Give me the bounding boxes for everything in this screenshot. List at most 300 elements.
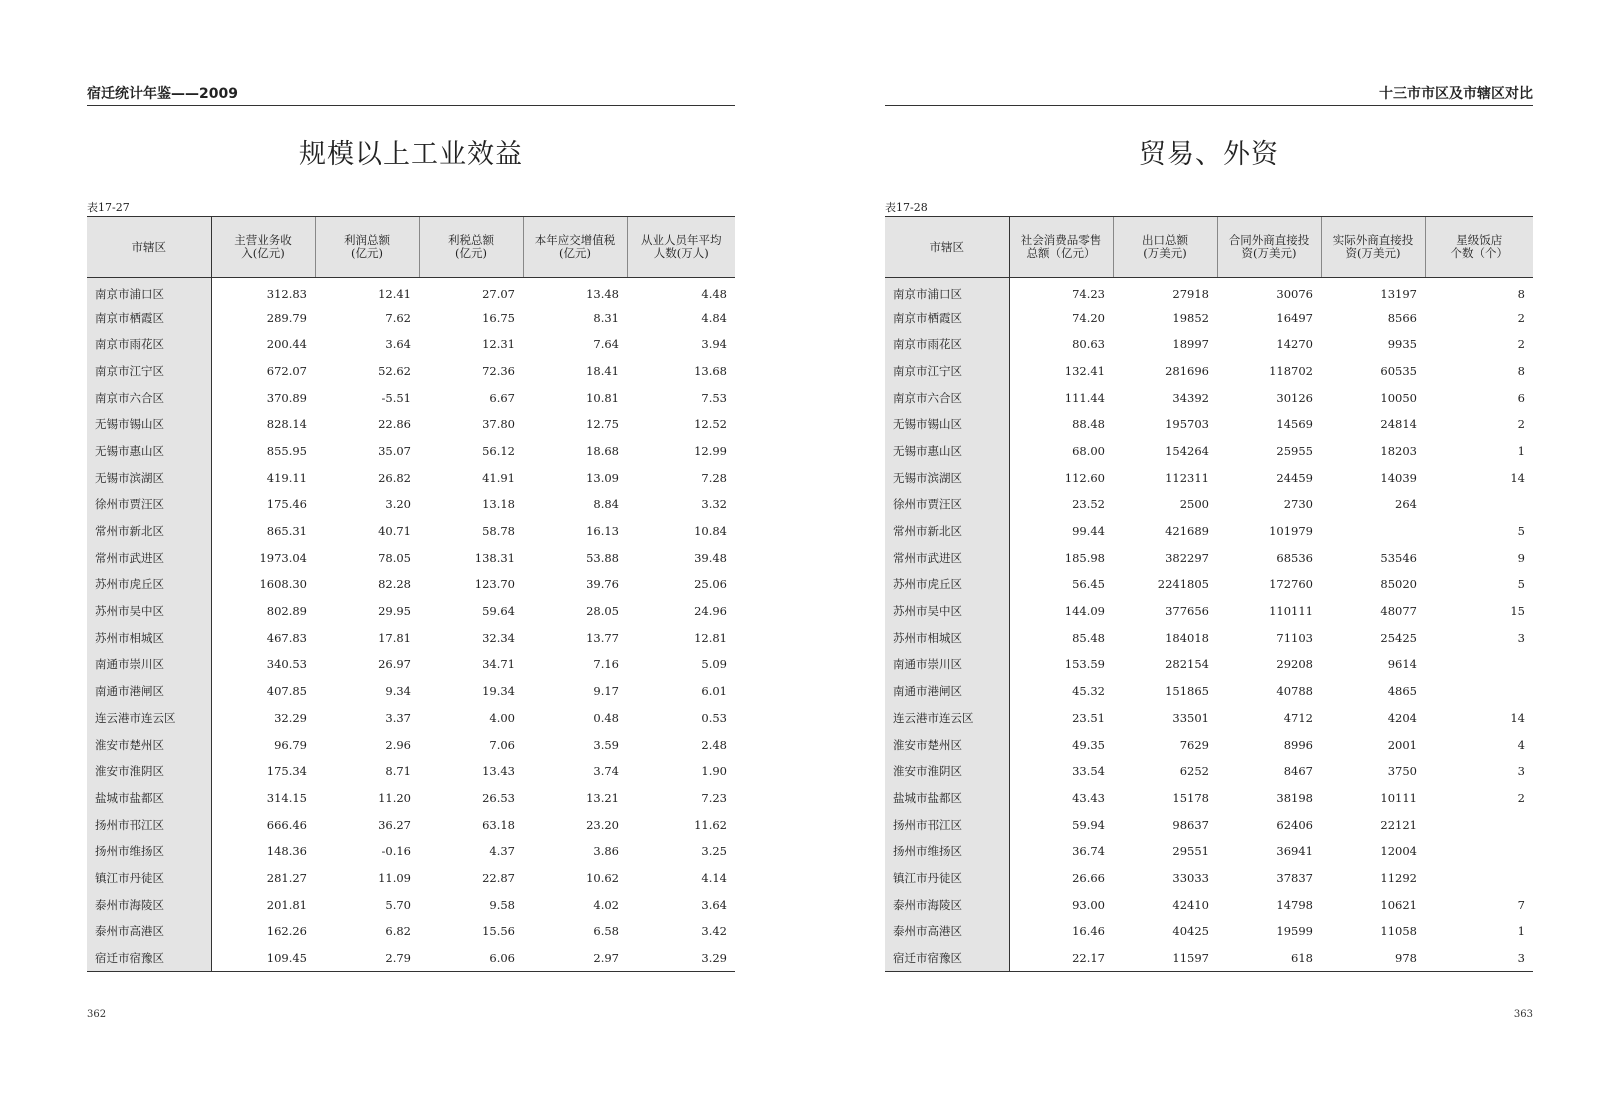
- value-cell: 12.41: [378, 287, 411, 302]
- district-name-cell: 镇江市丹徒区: [885, 865, 1009, 892]
- table-row: [885, 464, 1533, 491]
- value-cell: 37.80: [482, 417, 515, 432]
- value-cell: 13.43: [482, 764, 515, 779]
- value-cell: 3: [1517, 764, 1525, 779]
- value-cell: 666.46: [266, 817, 307, 832]
- table-row: [87, 811, 735, 838]
- value-cell: 10050: [1380, 390, 1417, 405]
- table-row: [885, 678, 1533, 705]
- table-row: [885, 918, 1533, 945]
- value-cell: 123.70: [474, 577, 515, 592]
- value-cell: 11058: [1380, 924, 1417, 939]
- value-cell: 8996: [1283, 737, 1313, 752]
- value-cell: 1: [1517, 443, 1525, 458]
- value-cell: 16497: [1276, 310, 1313, 325]
- value-cell: 12004: [1380, 844, 1417, 859]
- value-cell: 22.87: [482, 870, 515, 885]
- value-cell: 25.06: [694, 577, 727, 592]
- value-cell: 7629: [1179, 737, 1209, 752]
- value-cell: 4.84: [701, 310, 727, 325]
- value-cell: 7.28: [701, 470, 727, 485]
- district-name-cell: 常州市武进区: [885, 544, 1009, 571]
- value-cell: 4865: [1387, 684, 1417, 699]
- value-cell: 3.94: [701, 337, 727, 352]
- district-name-cell: 宿迁市宿豫区: [885, 945, 1009, 972]
- value-cell: 27.07: [482, 287, 515, 302]
- value-cell: 370.89: [266, 390, 307, 405]
- value-cell: 85.48: [1072, 630, 1105, 645]
- value-cell: 32.29: [274, 710, 307, 725]
- table-row: [87, 945, 735, 972]
- value-cell: 132.41: [1064, 363, 1105, 378]
- value-cell: 802.89: [266, 604, 307, 619]
- column-header: 从业人员年平均 人数(万人): [627, 217, 735, 278]
- district-name-cell: 连云港市连云区: [885, 705, 1009, 732]
- value-cell: 3.59: [593, 737, 619, 752]
- value-cell: 6252: [1179, 764, 1209, 779]
- value-cell: 53546: [1380, 550, 1417, 565]
- table-row: [87, 598, 735, 625]
- column-header: 利税总额 (亿元): [419, 217, 523, 278]
- table-row: [87, 438, 735, 465]
- value-cell: 23.52: [1072, 497, 1105, 512]
- value-cell: 11597: [1113, 945, 1217, 972]
- value-cell: [1425, 811, 1533, 838]
- value-cell: 828.14: [266, 417, 307, 432]
- value-cell: 13197: [1380, 287, 1417, 302]
- value-cell: 48077: [1380, 604, 1417, 619]
- value-cell: 29551: [1172, 844, 1209, 859]
- table-row: [87, 384, 735, 411]
- value-cell: 19.34: [482, 684, 515, 699]
- value-cell: 17.81: [378, 630, 411, 645]
- value-cell: 18.68: [586, 443, 619, 458]
- table-row: [87, 891, 735, 918]
- value-cell: 12.31: [482, 337, 515, 352]
- value-cell: 4.02: [593, 897, 619, 912]
- district-name-cell: 徐州市贾汪区: [87, 491, 211, 518]
- value-cell: 2.79: [315, 945, 419, 972]
- value-cell: 151865: [1165, 684, 1209, 699]
- value-cell: 419.11: [266, 470, 307, 485]
- value-cell: -0.16: [381, 844, 411, 859]
- value-cell: 153.59: [1064, 657, 1105, 672]
- table-row: [87, 651, 735, 678]
- value-cell: 19599: [1276, 924, 1313, 939]
- district-name-cell: 淮安市淮阴区: [885, 758, 1009, 785]
- district-name-cell: 盐城市盐都区: [885, 785, 1009, 812]
- value-cell: 13.68: [694, 363, 727, 378]
- value-cell: 12.75: [586, 417, 619, 432]
- table-row: [87, 678, 735, 705]
- value-cell: 2241805: [1157, 577, 1209, 592]
- running-head-right: 十三市市区及市辖区对比: [885, 84, 1533, 106]
- column-header: 星级饭店 个数（个）: [1425, 217, 1533, 278]
- value-cell: 10.84: [694, 524, 727, 539]
- value-cell: 82.28: [378, 577, 411, 592]
- table-row: [885, 731, 1533, 758]
- value-cell: 16.75: [482, 310, 515, 325]
- value-cell: 3750: [1387, 764, 1417, 779]
- district-name-cell: 苏州市相城区: [87, 624, 211, 651]
- value-cell: 96.79: [274, 737, 307, 752]
- table-row: [87, 705, 735, 732]
- value-cell: 41.91: [482, 470, 515, 485]
- value-cell: 4.48: [701, 287, 727, 302]
- value-cell: 281.27: [266, 870, 307, 885]
- page-number-right: 363: [1513, 1009, 1533, 1020]
- value-cell: 33033: [1172, 870, 1209, 885]
- value-cell: 1.90: [701, 764, 727, 779]
- value-cell: 26.53: [482, 790, 515, 805]
- table-row: [885, 571, 1533, 598]
- value-cell: 13.09: [586, 470, 619, 485]
- table-row: [885, 811, 1533, 838]
- value-cell: 93.00: [1072, 897, 1105, 912]
- value-cell: 56.12: [482, 443, 515, 458]
- value-cell: 282154: [1165, 657, 1209, 672]
- value-cell: 7: [1517, 897, 1525, 912]
- value-cell: 99.44: [1072, 524, 1105, 539]
- value-cell: 15: [1510, 604, 1525, 619]
- value-cell: 58.78: [482, 524, 515, 539]
- column-header: 本年应交增值税 (亿元): [523, 217, 627, 278]
- value-cell: 201.81: [266, 897, 307, 912]
- table-row: [885, 891, 1533, 918]
- district-name-cell: 南京市雨花区: [885, 331, 1009, 358]
- value-cell: 26.82: [378, 470, 411, 485]
- district-name-cell: 徐州市贾汪区: [885, 491, 1009, 518]
- value-cell: 88.48: [1072, 417, 1105, 432]
- value-cell: 2: [1517, 790, 1525, 805]
- value-cell: 62406: [1276, 817, 1313, 832]
- value-cell: 112.60: [1064, 470, 1105, 485]
- table-row: [87, 411, 735, 438]
- value-cell: 8.71: [385, 764, 411, 779]
- value-cell: 15.56: [482, 924, 515, 939]
- district-name-cell: 南京市浦口区: [885, 278, 1009, 305]
- value-cell: 28.05: [586, 604, 619, 619]
- table-row: [87, 785, 735, 812]
- value-cell: 16.46: [1072, 924, 1105, 939]
- table-row: [87, 464, 735, 491]
- header-row: [87, 217, 735, 278]
- value-cell: 162.26: [266, 924, 307, 939]
- value-cell: 26.97: [378, 657, 411, 672]
- value-cell: 0.53: [701, 710, 727, 725]
- value-cell: 52.62: [378, 363, 411, 378]
- value-cell: 18203: [1380, 443, 1417, 458]
- value-cell: 72.36: [482, 363, 515, 378]
- value-cell: 12.99: [694, 443, 727, 458]
- right-page: [885, 0, 1533, 1099]
- value-cell: 40788: [1276, 684, 1313, 699]
- value-cell: 175.46: [266, 497, 307, 512]
- table-row: [87, 491, 735, 518]
- value-cell: 13.48: [586, 287, 619, 302]
- value-cell: 340.53: [266, 657, 307, 672]
- value-cell: 1: [1517, 924, 1525, 939]
- value-cell: 138.31: [474, 550, 515, 565]
- value-cell: 195703: [1165, 417, 1209, 432]
- district-name-cell: 无锡市锡山区: [87, 411, 211, 438]
- running-head-left: 宿迁统计年鉴——2009: [87, 84, 735, 106]
- value-cell: 10.62: [586, 870, 619, 885]
- value-cell: 6.58: [593, 924, 619, 939]
- table-row: [885, 598, 1533, 625]
- value-cell: 2500: [1179, 497, 1209, 512]
- district-name-cell: 南京市浦口区: [87, 278, 211, 305]
- district-name-cell: 无锡市惠山区: [87, 438, 211, 465]
- value-cell: 7.06: [489, 737, 515, 752]
- table-row: [885, 304, 1533, 331]
- value-cell: 264: [1395, 497, 1417, 512]
- value-cell: 37837: [1276, 870, 1313, 885]
- district-name-cell: 扬州市邗江区: [885, 811, 1009, 838]
- value-cell: 144.09: [1064, 604, 1105, 619]
- industry-benefits-table: [87, 216, 735, 972]
- table-row: [885, 518, 1533, 545]
- table-row: [885, 278, 1533, 305]
- value-cell: 71103: [1276, 630, 1313, 645]
- value-cell: 1608.30: [259, 577, 307, 592]
- value-cell: 27918: [1172, 287, 1209, 302]
- district-name-cell: 苏州市虎丘区: [87, 571, 211, 598]
- value-cell: 855.95: [266, 443, 307, 458]
- value-cell: 185.98: [1064, 550, 1105, 565]
- value-cell: 40425: [1172, 924, 1209, 939]
- section-title-trade: 贸易、外资: [1139, 139, 1279, 170]
- value-cell: 11292: [1380, 870, 1417, 885]
- table-header: [885, 217, 1533, 278]
- value-cell: 3.29: [627, 945, 735, 972]
- value-cell: 30126: [1276, 390, 1313, 405]
- value-cell: 865.31: [266, 524, 307, 539]
- value-cell: 14270: [1276, 337, 1313, 352]
- value-cell: 314.15: [266, 790, 307, 805]
- table-number-17-27: 表17-27: [87, 201, 130, 214]
- district-name-cell: 泰州市海陵区: [885, 891, 1009, 918]
- value-cell: 34.71: [482, 657, 515, 672]
- value-cell: 23.20: [586, 817, 619, 832]
- value-cell: 85020: [1380, 577, 1417, 592]
- district-name-cell: 南京市江宁区: [885, 358, 1009, 385]
- value-cell: 184018: [1165, 630, 1209, 645]
- value-cell: 29208: [1276, 657, 1313, 672]
- value-cell: 8.84: [593, 497, 619, 512]
- value-cell: 109.45: [211, 945, 315, 972]
- district-name-cell: 南京市雨花区: [87, 331, 211, 358]
- district-name-cell: 镇江市丹徒区: [87, 865, 211, 892]
- section-title-industry: 规模以上工业效益: [299, 139, 523, 170]
- district-name-cell: 连云港市连云区: [87, 705, 211, 732]
- value-cell: 6.82: [385, 924, 411, 939]
- value-cell: 34392: [1172, 390, 1209, 405]
- value-cell: 111.44: [1064, 390, 1105, 405]
- district-name-cell: 淮安市淮阴区: [87, 758, 211, 785]
- value-cell: 2.97: [523, 945, 627, 972]
- value-cell: 1973.04: [259, 550, 307, 565]
- district-name-cell: 南京市六合区: [87, 384, 211, 411]
- value-cell: 101979: [1269, 524, 1313, 539]
- value-cell: 4712: [1283, 710, 1313, 725]
- value-cell: 59.64: [482, 604, 515, 619]
- column-header: 出口总额 (万美元): [1113, 217, 1217, 278]
- district-name-cell: 泰州市海陵区: [87, 891, 211, 918]
- district-name-cell: 南京市江宁区: [87, 358, 211, 385]
- value-cell: 9.58: [489, 897, 515, 912]
- value-cell: -5.51: [381, 390, 411, 405]
- column-header: 市辖区: [87, 217, 211, 278]
- value-cell: 13.21: [586, 790, 619, 805]
- table-row: [87, 304, 735, 331]
- value-cell: 2730: [1283, 497, 1313, 512]
- value-cell: 281696: [1165, 363, 1209, 378]
- value-cell: 23.51: [1072, 710, 1105, 725]
- value-cell: 2: [1517, 417, 1525, 432]
- table-row: [885, 838, 1533, 865]
- table-row: [885, 491, 1533, 518]
- trade-investment-table: [885, 216, 1533, 972]
- value-cell: 11.62: [694, 817, 727, 832]
- value-cell: 12.52: [694, 417, 727, 432]
- value-cell: 22.17: [1009, 945, 1113, 972]
- value-cell: [1425, 678, 1533, 705]
- table-row: [885, 544, 1533, 571]
- table-number-17-28: 表17-28: [885, 201, 928, 214]
- table-row: [87, 838, 735, 865]
- value-cell: 14798: [1276, 897, 1313, 912]
- value-cell: 9.34: [385, 684, 411, 699]
- value-cell: 148.36: [266, 844, 307, 859]
- value-cell: 3.64: [385, 337, 411, 352]
- value-cell: 978: [1321, 945, 1425, 972]
- value-cell: 13.77: [586, 630, 619, 645]
- table-row: [885, 411, 1533, 438]
- value-cell: 36.27: [378, 817, 411, 832]
- table-row: [87, 758, 735, 785]
- value-cell: 15178: [1172, 790, 1209, 805]
- district-name-cell: 无锡市锡山区: [885, 411, 1009, 438]
- value-cell: 25425: [1380, 630, 1417, 645]
- value-cell: 78.05: [378, 550, 411, 565]
- district-name-cell: 南通市港闸区: [885, 678, 1009, 705]
- value-cell: 6.01: [701, 684, 727, 699]
- table-row: [885, 705, 1533, 732]
- value-cell: 7.53: [701, 390, 727, 405]
- value-cell: 3.20: [385, 497, 411, 512]
- value-cell: 3.25: [701, 844, 727, 859]
- value-cell: 9.17: [593, 684, 619, 699]
- value-cell: 32.34: [482, 630, 515, 645]
- value-cell: 33.54: [1072, 764, 1105, 779]
- district-name-cell: 南京市六合区: [885, 384, 1009, 411]
- value-cell: 16.13: [586, 524, 619, 539]
- value-cell: [1321, 518, 1425, 545]
- table-row: [885, 651, 1533, 678]
- value-cell: 7.16: [593, 657, 619, 672]
- value-cell: 467.83: [266, 630, 307, 645]
- value-cell: [1425, 651, 1533, 678]
- value-cell: [1425, 491, 1533, 518]
- value-cell: 5: [1517, 577, 1525, 592]
- value-cell: 80.63: [1072, 337, 1105, 352]
- value-cell: 9935: [1387, 337, 1417, 352]
- district-name-cell: 扬州市维扬区: [87, 838, 211, 865]
- value-cell: 8467: [1283, 764, 1313, 779]
- value-cell: 5.70: [385, 897, 411, 912]
- value-cell: 154264: [1165, 443, 1209, 458]
- district-name-cell: 淮安市楚州区: [87, 731, 211, 758]
- table-row: [885, 785, 1533, 812]
- value-cell: 2: [1517, 310, 1525, 325]
- table-row: [87, 731, 735, 758]
- district-name-cell: 无锡市滨湖区: [87, 464, 211, 491]
- value-cell: 2001: [1387, 737, 1417, 752]
- district-name-cell: 盐城市盐都区: [87, 785, 211, 812]
- value-cell: 59.94: [1072, 817, 1105, 832]
- value-cell: 26.66: [1072, 870, 1105, 885]
- value-cell: 7.23: [701, 790, 727, 805]
- value-cell: 56.45: [1072, 577, 1105, 592]
- value-cell: 4.14: [701, 870, 727, 885]
- value-cell: 118702: [1269, 363, 1313, 378]
- table-row: [885, 865, 1533, 892]
- value-cell: 3.86: [593, 844, 619, 859]
- value-cell: 6.06: [419, 945, 523, 972]
- table-row: [87, 865, 735, 892]
- value-cell: 12.81: [694, 630, 727, 645]
- table-row: [885, 384, 1533, 411]
- column-header: 社会消费品零售 总额（亿元）: [1009, 217, 1113, 278]
- value-cell: 25955: [1276, 443, 1313, 458]
- value-cell: 4: [1517, 737, 1525, 752]
- page-number-left: 362: [87, 1009, 107, 1020]
- value-cell: 377656: [1165, 604, 1209, 619]
- value-cell: 3.64: [701, 897, 727, 912]
- value-cell: 29.95: [378, 604, 411, 619]
- district-name-cell: 常州市新北区: [87, 518, 211, 545]
- district-name-cell: 常州市武进区: [87, 544, 211, 571]
- value-cell: 3.42: [701, 924, 727, 939]
- value-cell: 112311: [1165, 470, 1209, 485]
- value-cell: 14: [1510, 710, 1525, 725]
- value-cell: 39.48: [694, 550, 727, 565]
- value-cell: 68.00: [1072, 443, 1105, 458]
- value-cell: 43.43: [1072, 790, 1105, 805]
- value-cell: 6: [1517, 390, 1525, 405]
- district-name-cell: 淮安市楚州区: [885, 731, 1009, 758]
- value-cell: 49.35: [1072, 737, 1105, 752]
- table-row: [87, 544, 735, 571]
- value-cell: 36.74: [1072, 844, 1105, 859]
- value-cell: 14: [1510, 470, 1525, 485]
- district-name-cell: 南通市崇川区: [885, 651, 1009, 678]
- value-cell: 22121: [1380, 817, 1417, 832]
- value-cell: 2.96: [385, 737, 411, 752]
- value-cell: 42410: [1172, 897, 1209, 912]
- district-name-cell: 南通市崇川区: [87, 651, 211, 678]
- value-cell: 5.09: [701, 657, 727, 672]
- district-name-cell: 南京市栖霞区: [87, 304, 211, 331]
- value-cell: [1425, 838, 1533, 865]
- value-cell: 3.74: [593, 764, 619, 779]
- value-cell: 8: [1517, 287, 1525, 302]
- value-cell: 74.20: [1072, 310, 1105, 325]
- value-cell: 40.71: [378, 524, 411, 539]
- district-name-cell: 苏州市吴中区: [87, 598, 211, 625]
- district-name-cell: 泰州市高港区: [87, 918, 211, 945]
